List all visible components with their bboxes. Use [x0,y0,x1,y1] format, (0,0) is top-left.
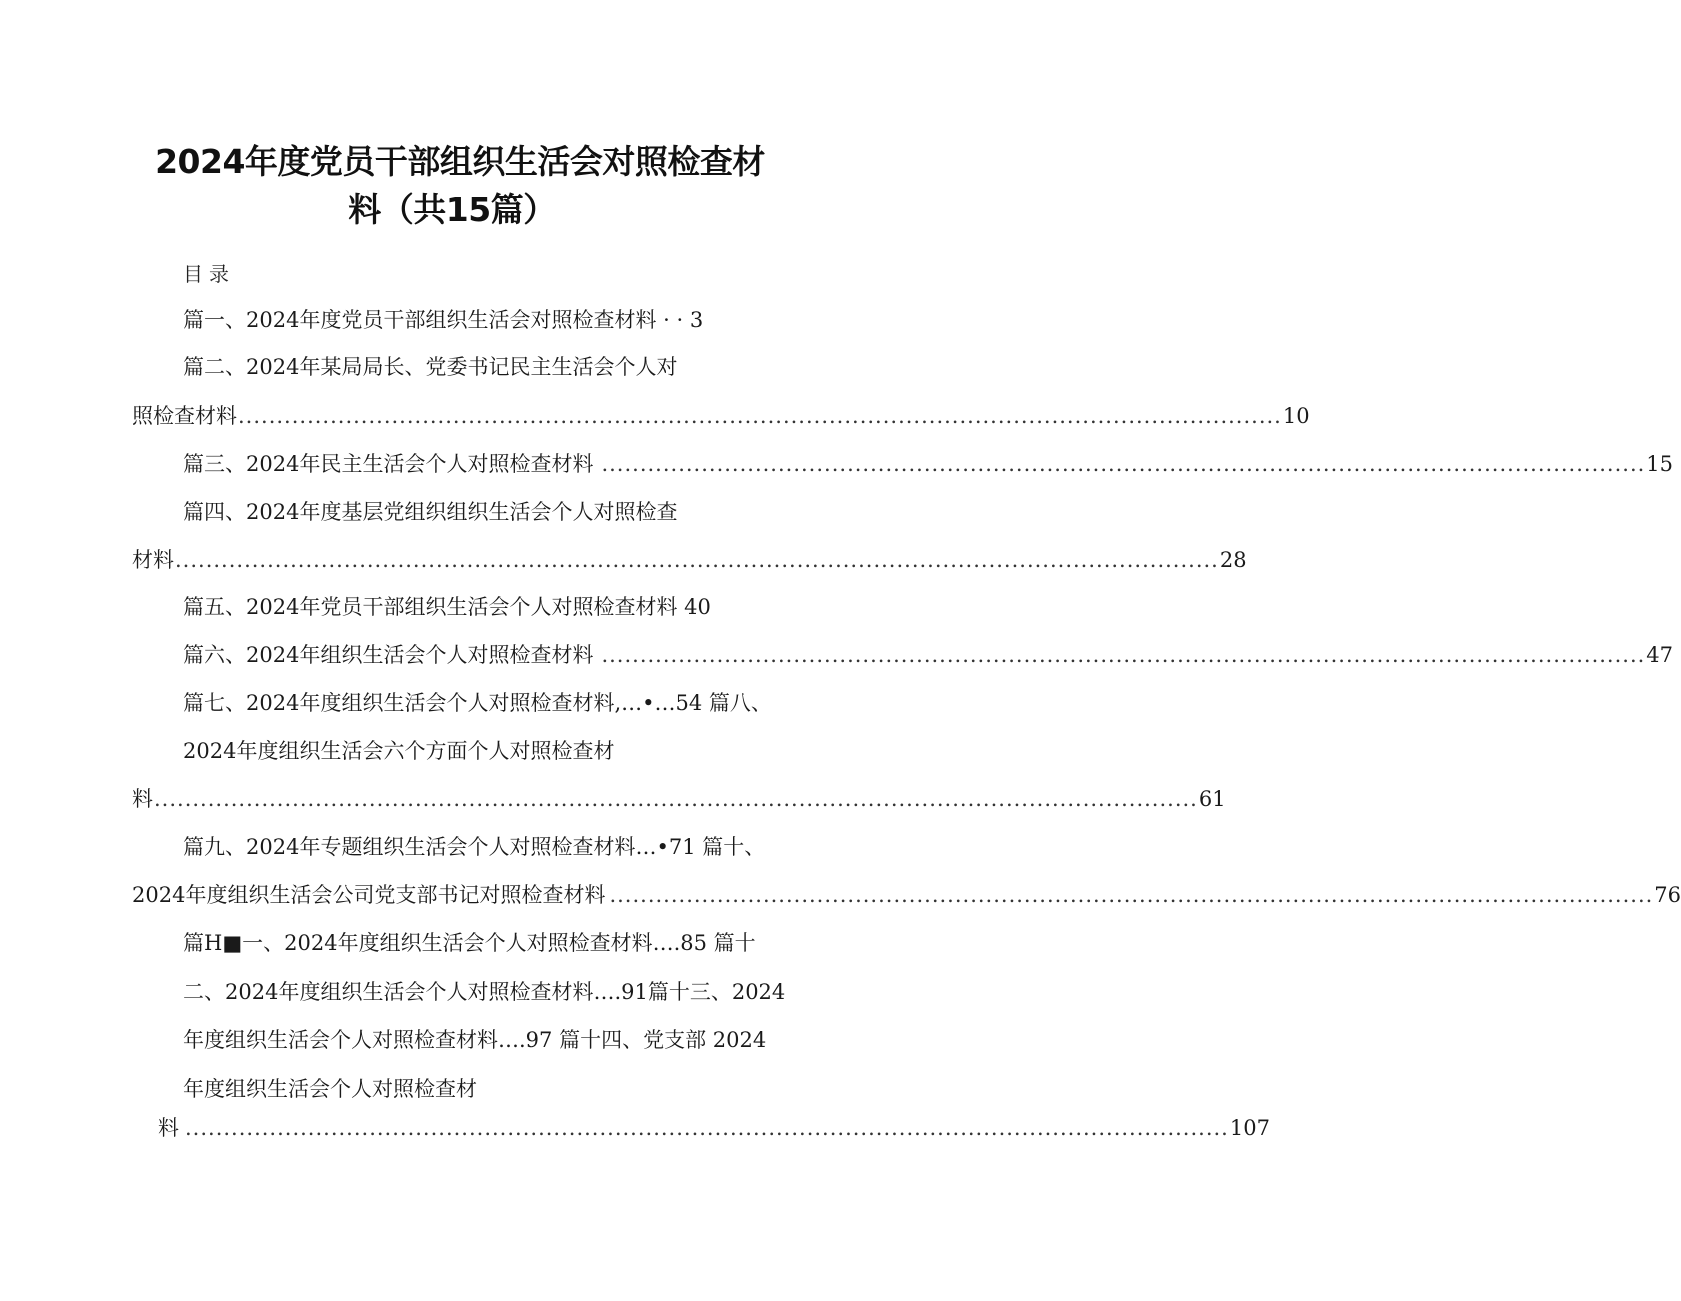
document-title-line-2: 料（共15篇） [348,190,556,229]
toc-leader-dots: ........................................................................................................................................ [175,548,1219,572]
toc-leader-dots: ........................................................................................................................................ [154,787,1198,811]
toc-page-number: 15 [1646,452,1674,476]
toc-entry-4-line-2 [132,545,1247,575]
toc-entry-8-line-1: 2024年度组织生活会六个方面个人对照检查材 [183,739,615,763]
toc-entry-14-line-2 [158,1113,1270,1143]
toc-entry-text: 料 [158,1116,179,1140]
toc-page-number: 47 [1646,643,1674,667]
toc-entry-2-line-1: 篇二、2024年某局局长、党委书记民主生活会个人对 [183,355,678,379]
toc-entry-3 [183,449,1674,479]
toc-entry-text: 照检查材料 [132,404,237,428]
toc-entry-10 [132,880,1681,910]
toc-entry-text: 料 [132,787,153,811]
toc-entry-14-line-1: 年度组织生活会个人对照检查材 [183,1077,477,1101]
document-title-line-1: 2024年度党员干部组织生活会对照检查材 [155,142,765,181]
toc-entry-6 [183,640,1674,670]
toc-entry-text: 篇六、2024年组织生活会个人对照检查材料 [183,643,594,667]
toc-entry-text: 材料 [132,548,174,572]
toc-entry-11: 篇H■一、2024年度组织生活会个人对照检查材料….85 篇十 [183,931,756,955]
toc-entry-4-line-1: 篇四、2024年度基层党组织组织生活会个人对照检查 [183,500,678,524]
toc-entry-12: 二、2024年度组织生活会个人对照检查材料….91篇十三、2024 [183,980,786,1004]
toc-page-number: 28 [1219,548,1247,572]
toc-entry-13: 年度组织生活会个人对照检查材料….97 篇十四、党支部 2024 [183,1028,767,1052]
toc-leader-dots: ........................................................................................................................................ [185,1116,1229,1140]
toc-entry-1: 篇一、2024年度党员干部组织生活会对照检查材料 · · 3 [183,308,704,332]
toc-entry-9: 篇九、2024年专题组织生活会个人对照检查材料…•71 篇十、 [183,835,766,859]
toc-entry-2-line-2 [132,401,1310,431]
toc-entry-8-line-2 [132,784,1226,814]
toc-page-number: 61 [1198,787,1226,811]
toc-entry-text: 2024年度组织生活会公司党支部书记对照检查材料 [132,883,606,907]
toc-leader-dots: ........................................................................................................................................ [601,452,1646,476]
toc-leader-dots: ........................................................................................................................................ [238,404,1282,428]
toc-entry-5: 篇五、2024年党员干部组织生活会个人对照检查材料 40 [183,595,711,619]
toc-entry-7: 篇七、2024年度组织生活会个人对照检查材料,…•…54 篇八、 [183,691,772,715]
toc-heading: 目录 [183,262,235,286]
toc-leader-dots: ........................................................................................................................................ [609,883,1654,907]
toc-page-number: 76 [1654,883,1681,907]
toc-page-number: 107 [1229,1116,1270,1140]
toc-entry-text: 篇三、2024年民主生活会个人对照检查材料 [183,452,594,476]
toc-page-number: 10 [1282,404,1310,428]
toc-leader-dots: ........................................................................................................................................ [601,643,1646,667]
